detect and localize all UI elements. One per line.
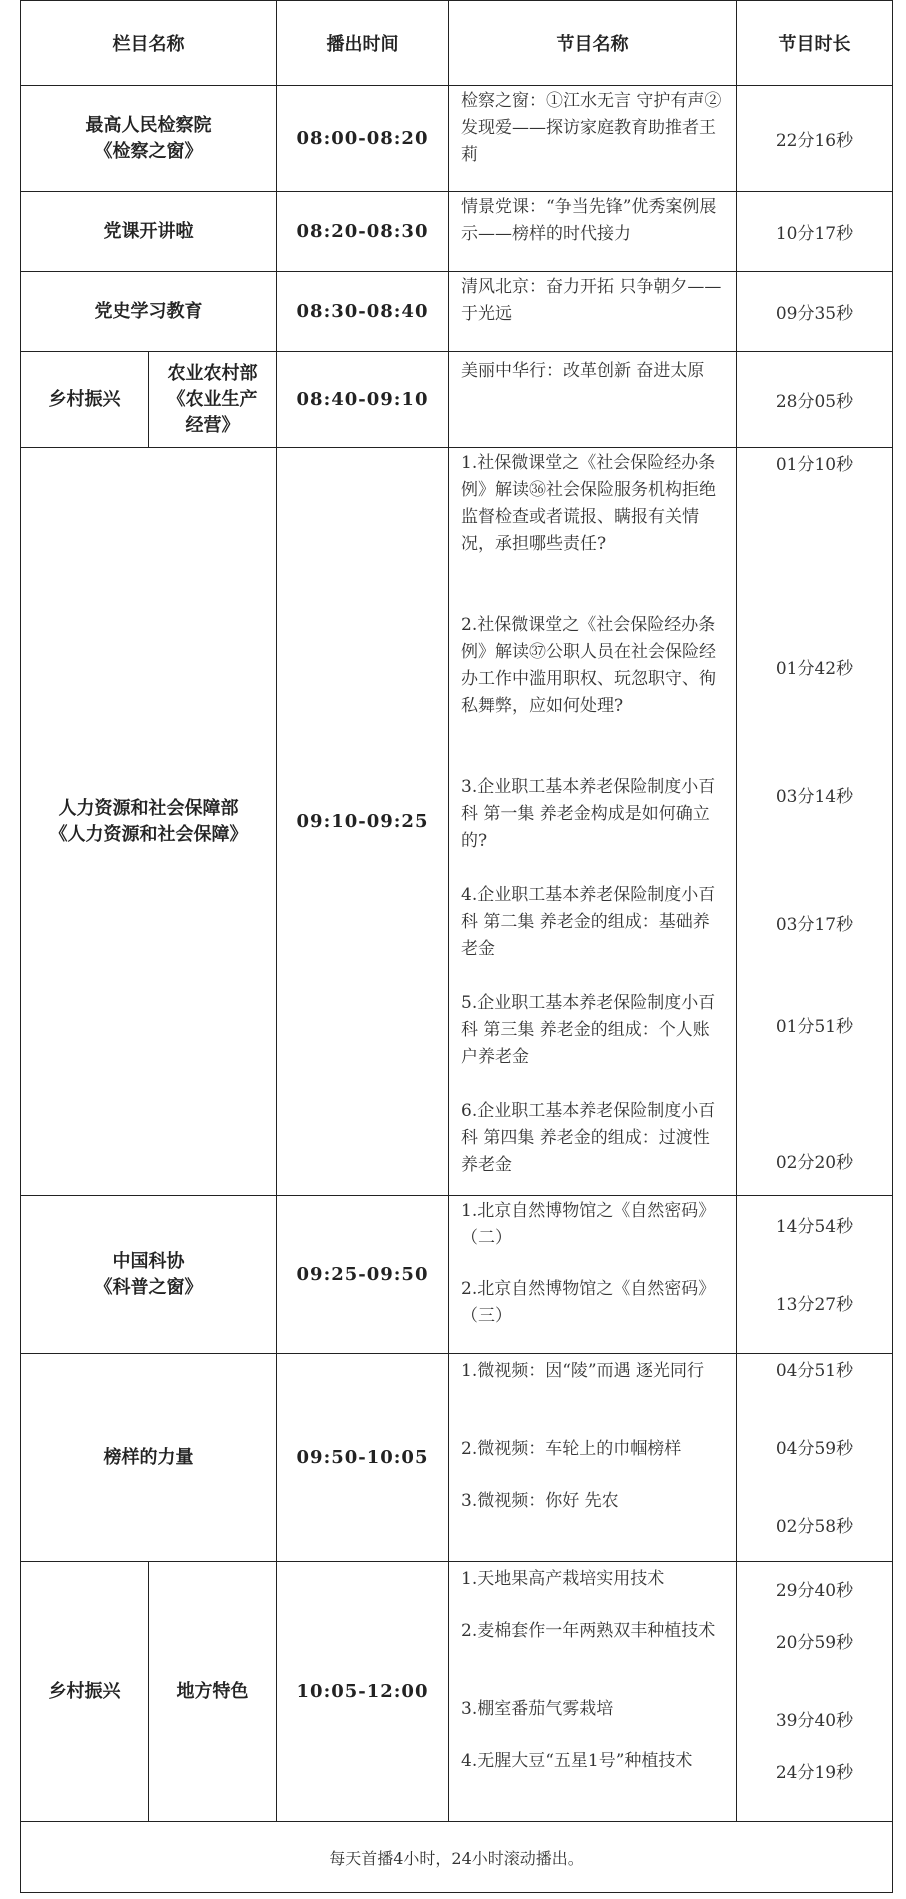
air-time-cell: 08:20-08:30 [277, 192, 449, 272]
table-row [21, 1196, 893, 1354]
footer-row [21, 1822, 893, 1893]
column-name-line: 《农业生产 [167, 388, 258, 410]
duration-item: 02分58秒 [775, 1517, 854, 1537]
duration-cell [737, 86, 893, 192]
program-name-cell [449, 1196, 737, 1354]
program-item: 清风北京：奋力开拓 只争朝夕——于光远 [461, 277, 722, 324]
duration-item: 24分19秒 [775, 1763, 854, 1783]
program-item: 1.社保微课堂之《社会保险经办条例》解读㊱社会保险服务机构拒绝监督检查或者谎报、瞒报有关情况，承担哪些责任? [461, 453, 716, 554]
duration-item: 04分59秒 [775, 1439, 854, 1459]
program-item: 情景党课：“争当先锋”优秀案例展示——榜样的时代接力 [461, 197, 717, 244]
program-item: 1.微视频：因“陵”而遇 逐光同行 [461, 1361, 705, 1381]
program-name-cell [449, 86, 737, 192]
program-item: 2.北京自然博物馆之《自然密码》（三） [461, 1279, 716, 1326]
duration-cell [737, 1354, 893, 1562]
duration-cell [737, 272, 893, 352]
program-item: 5.企业职工基本养老保险制度小百科 第三集 养老金的组成：个人账户养老金 [461, 993, 716, 1067]
header-duration: 节目时长 [737, 1, 893, 86]
header-air-time: 播出时间 [277, 1, 449, 86]
column-name-line: 《科普之窗》 [94, 1276, 203, 1298]
duration-item: 39分40秒 [775, 1711, 854, 1731]
column-name-cell [21, 448, 277, 1196]
program-item: 3.微视频：你好 先农 [461, 1491, 619, 1511]
duration-cell [737, 1196, 893, 1354]
duration-item: 20分59秒 [775, 1633, 854, 1653]
program-name-cell [449, 352, 737, 448]
column-name-left-cell: 乡村振兴 [21, 352, 149, 448]
table-row [21, 86, 893, 192]
column-name-line: 最高人民检察院 [85, 114, 212, 136]
duration-item: 22分16秒 [775, 131, 854, 151]
duration-item: 04分51秒 [775, 1361, 854, 1381]
air-time-cell: 08:30-08:40 [277, 272, 449, 352]
column-name-cell: 榜样的力量 [21, 1354, 277, 1562]
program-name-cell [449, 1354, 737, 1562]
program-item: 检察之窗：①江水无言 守护有声②发现爱——探访家庭教育助推者王莉 [461, 91, 722, 165]
program-item: 2.社保微课堂之《社会保险经办条例》解读㊲公职人员在社会保险经办工作中滥用职权、玩忽职守、徇私舞弊，应如何处理? [461, 615, 716, 716]
table-row [21, 352, 893, 448]
schedule-table [20, 0, 893, 1893]
duration-cell [737, 448, 893, 1196]
program-item: 4.企业职工基本养老保险制度小百科 第二集 养老金的组成：基础养老金 [461, 885, 716, 959]
air-time-cell: 09:50-10:05 [277, 1354, 449, 1562]
column-name-cell [21, 1196, 277, 1354]
table-row [21, 192, 893, 272]
duration-cell [737, 1562, 893, 1822]
table-row [21, 272, 893, 352]
duration-item: 28分05秒 [775, 392, 854, 412]
column-name-line: 《人力资源和社会保障》 [49, 823, 248, 845]
duration-cell [737, 352, 893, 448]
column-name-line: 农业农村部 [167, 362, 258, 384]
program-item: 6.企业职工基本养老保险制度小百科 第四集 养老金的组成：过渡性养老金 [461, 1101, 716, 1175]
column-name-cell: 党课开讲啦 [21, 192, 277, 272]
duration-cell [737, 192, 893, 272]
program-item: 1.北京自然博物馆之《自然密码》（二） [461, 1201, 716, 1248]
air-time-cell: 10:05-12:00 [277, 1562, 449, 1822]
header-program-name: 节目名称 [449, 1, 737, 86]
program-item: 1.天地果高产栽培实用技术 [461, 1569, 665, 1589]
duration-item: 13分27秒 [775, 1295, 854, 1315]
column-name-line: 中国科协 [112, 1250, 185, 1272]
duration-item: 09分35秒 [775, 304, 854, 324]
duration-item: 03分17秒 [775, 915, 854, 935]
duration-item: 14分54秒 [775, 1217, 854, 1237]
header-column-name: 栏目名称 [21, 1, 277, 86]
duration-item: 10分17秒 [775, 224, 854, 244]
duration-item: 29分40秒 [775, 1581, 854, 1601]
program-item: 美丽中华行：改革创新 奋进太原 [461, 361, 705, 381]
duration-item: 02分20秒 [775, 1153, 854, 1173]
program-name-cell [449, 192, 737, 272]
column-name-cell [21, 86, 277, 192]
program-name-cell [449, 272, 737, 352]
column-name-left-cell: 乡村振兴 [21, 1562, 149, 1822]
column-name-right-cell: 地方特色 [149, 1562, 277, 1822]
program-item: 3.棚室番茄气雾栽培 [461, 1699, 614, 1719]
program-item: 3.企业职工基本养老保险制度小百科 第一集 养老金构成是如何确立的? [461, 777, 716, 851]
air-time-cell: 08:00-08:20 [277, 86, 449, 192]
column-name-line: 《检察之窗》 [94, 140, 203, 162]
column-name-line: 经营》 [185, 414, 240, 436]
column-name-line: 人力资源和社会保障部 [58, 797, 239, 819]
program-name-cell [449, 1562, 737, 1822]
program-item: 4.无腥大豆“五星1号”种植技术 [461, 1751, 693, 1771]
duration-item: 01分10秒 [775, 455, 854, 475]
program-name-cell [449, 448, 737, 1196]
column-name-right-cell [149, 352, 277, 448]
air-time-cell: 09:25-09:50 [277, 1196, 449, 1354]
table-row [21, 1354, 893, 1562]
duration-item: 01分42秒 [775, 659, 854, 679]
duration-item: 01分51秒 [775, 1017, 854, 1037]
air-time-cell: 09:10-09:25 [277, 448, 449, 1196]
header-row [21, 1, 893, 86]
duration-item: 03分14秒 [775, 787, 854, 807]
column-name-cell: 党史学习教育 [21, 272, 277, 352]
program-item: 2.麦棉套作一年两熟双丰种植技术 [461, 1621, 716, 1641]
program-item: 2.微视频：车轮上的巾帼榜样 [461, 1439, 682, 1459]
footer-note: 每天首播4小时，24小时滚动播出。 [21, 1822, 893, 1893]
table-row [21, 1562, 893, 1822]
air-time-cell: 08:40-09:10 [277, 352, 449, 448]
schedule-table-wrapper [20, 0, 892, 1893]
table-row [21, 448, 893, 1196]
